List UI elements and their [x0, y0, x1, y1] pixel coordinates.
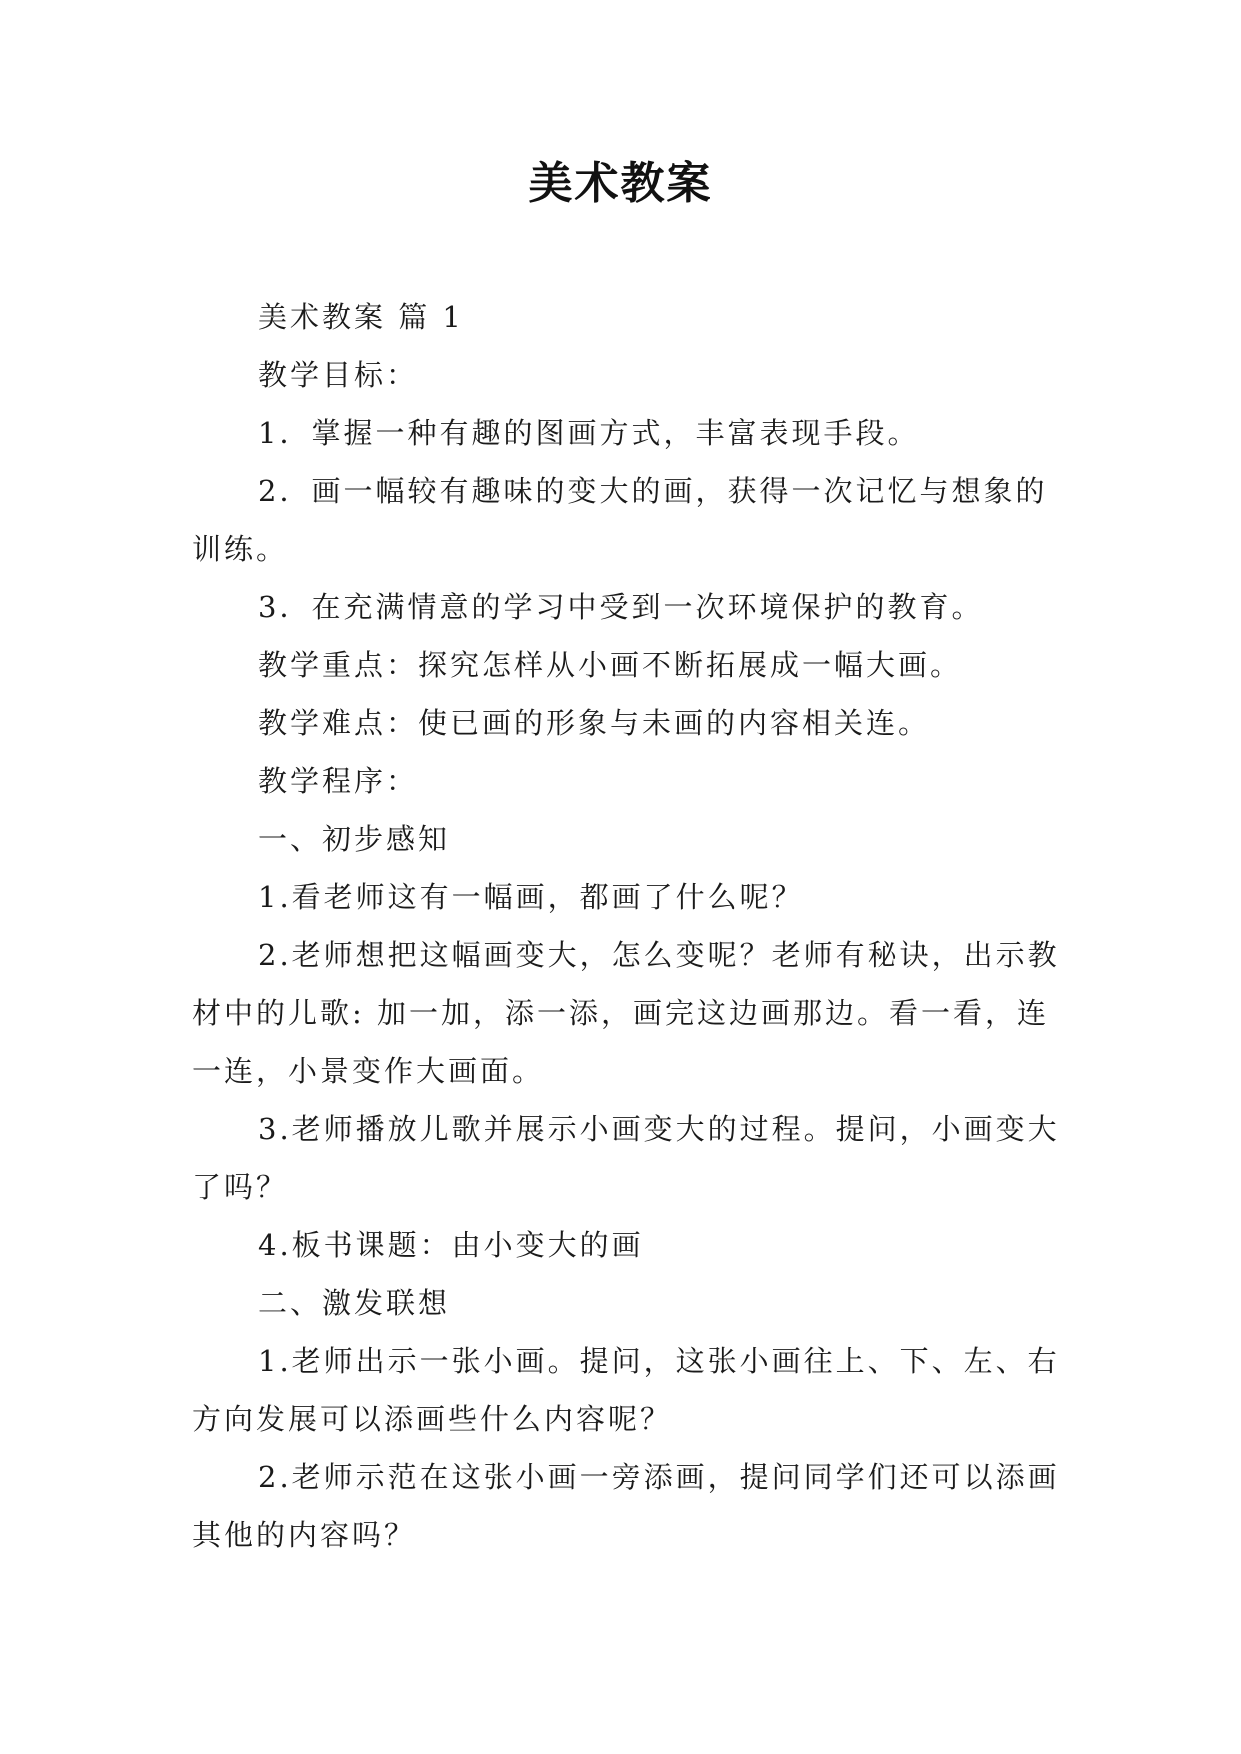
paragraph: 1.看老师这有一幅画，都画了什么呢？ — [258, 880, 804, 914]
document-body — [192, 288, 1068, 1564]
paragraph: 一、初步感知 — [258, 822, 451, 856]
paragraph: 3.老师播放儿歌并展示小画变大的过程。提问，小画变大了吗？ — [192, 1112, 1060, 1204]
paragraph: 2．画一幅较有趣味的变大的画，获得一次记忆与想象的训练。 — [192, 474, 1048, 566]
paragraph: 4.板书课题：由小变大的画 — [258, 1228, 644, 1262]
paragraph: 1.老师出示一张小画。提问，这张小画往上、下、左、右方向发展可以添画些什么内容呢？ — [192, 1344, 1060, 1436]
paragraph: 2.老师示范在这张小画一旁添画，提问同学们还可以添画其他的内容吗？ — [192, 1460, 1060, 1552]
paragraph: 教学程序： — [258, 764, 419, 798]
section-heading: 美术教案 篇 1 — [258, 300, 464, 334]
paragraph: 1．掌握一种有趣的图画方式，丰富表现手段。 — [258, 416, 920, 450]
paragraph: 3．在充满情意的学习中受到一次环境保护的教育。 — [258, 590, 984, 624]
paragraph: 2.老师想把这幅画变大，怎么变呢？老师有秘诀，出示教材中的儿歌: 加一加，添一添，画完这边画那边。看一看，连一连，小景变作大画面。 — [192, 938, 1060, 1088]
paragraph: 教学重点：探究怎样从小画不断拓展成一幅大画。 — [258, 648, 963, 682]
paragraph: 教学难点：使已画的形象与未画的内容相关连。 — [258, 706, 931, 740]
paragraph: 二、激发联想 — [258, 1286, 451, 1320]
document-title: 美术教案 — [528, 158, 713, 209]
paragraph: 教学目标： — [258, 358, 419, 392]
